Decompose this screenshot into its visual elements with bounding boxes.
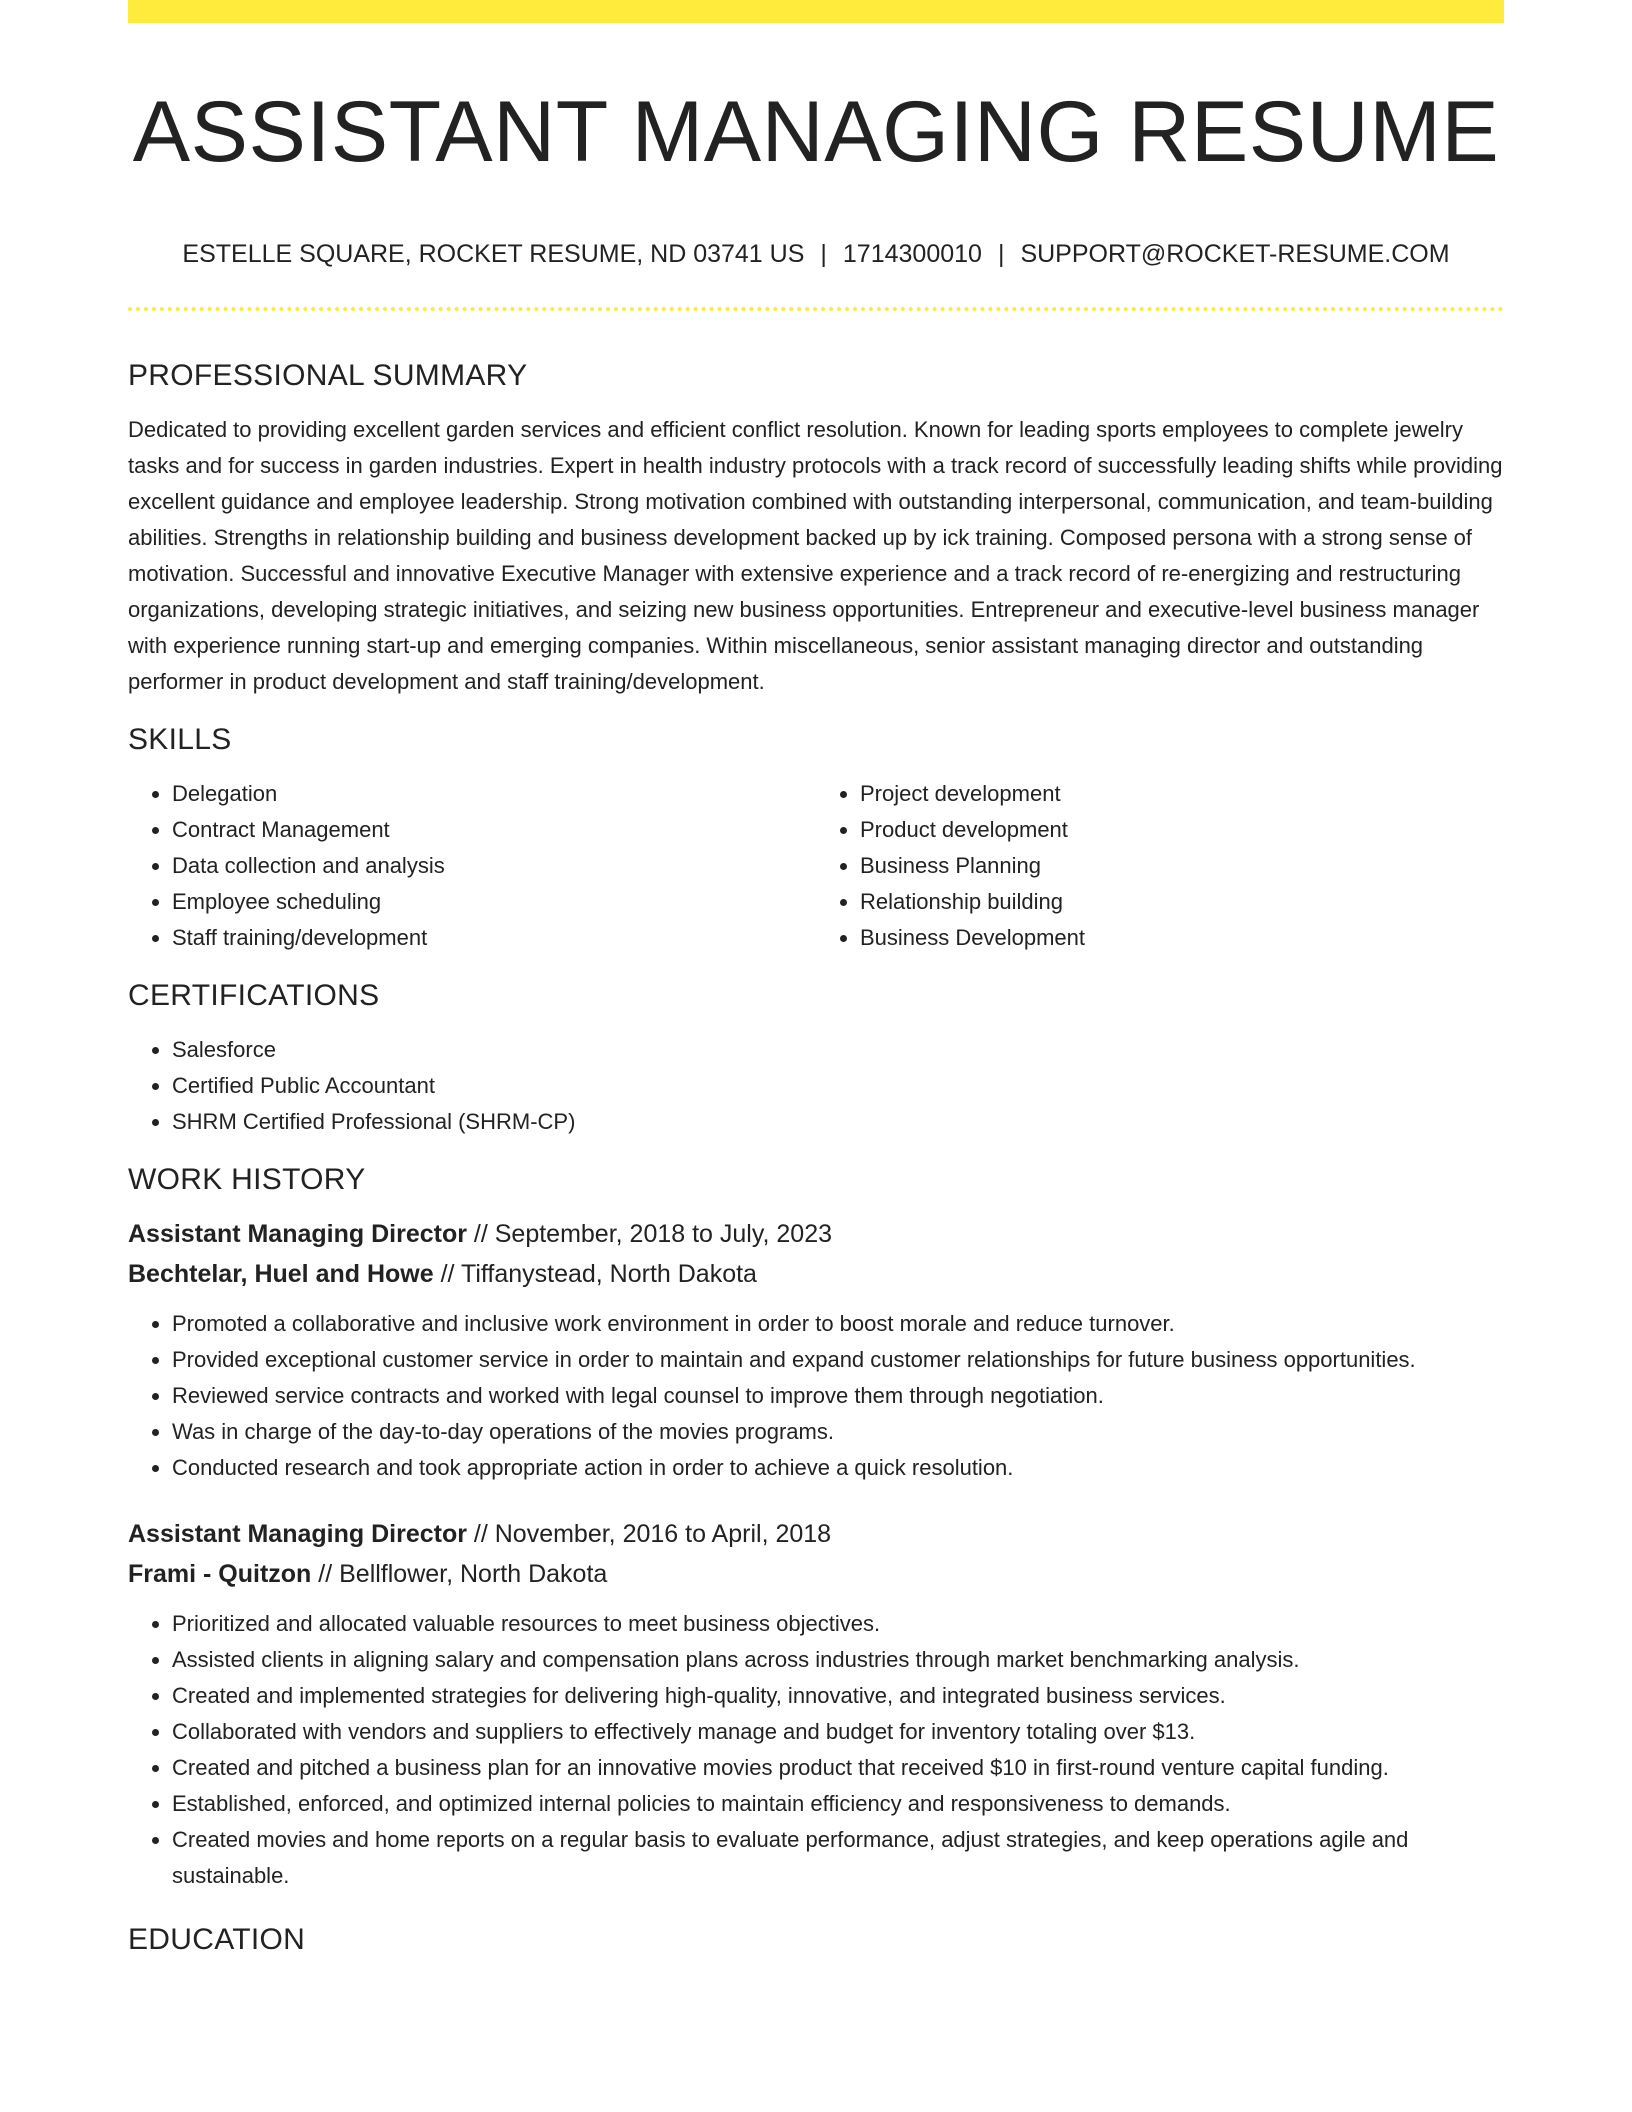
skills-section [128,712,1504,956]
education-section [128,1912,1504,1968]
resume-body [128,348,1504,1968]
list-item: • Data collection and analysis [172,848,816,884]
job-title: Assistant Managing Director [128,1220,467,1248]
list-item: • Conducted research and took appropriate action in order to achieve a quick resolution. [172,1450,1504,1486]
certifications-section [128,968,1504,1140]
certifications-heading: CERTIFICATIONS [128,979,380,1012]
contact-line [128,236,1504,272]
list-item: • Reviewed service contracts and worked with legal counsel to improve them through negotiation. [172,1378,1504,1414]
job-dates: // September, 2018 to July, 2023 [473,1220,833,1248]
contact-separator: | [820,240,827,268]
job-entry [128,1214,1504,1486]
list-item: • Business Planning [860,848,1504,884]
list-item: • Provided exceptional customer service in order to maintain and expand customer relationships for future business opportunities. [172,1342,1504,1378]
certifications-list [128,1032,1504,1140]
job-title-line [128,1514,1504,1554]
list-item: • SHRM Certified Professional (SHRM-CP) [172,1104,1504,1140]
job-title: Assistant Managing Director [128,1520,467,1548]
list-item: • Prioritized and allocated valuable resources to meet business objectives. [172,1606,1504,1642]
list-item: • Created and implemented strategies for delivering high-quality, innovative, and integrated business services. [172,1678,1504,1714]
skills-heading: SKILLS [128,723,232,756]
list-item: • Created movies and home reports on a regular basis to evaluate performance, adjust strategies, and keep operations agile and sustainable. [172,1822,1504,1894]
job-company-line [128,1554,1504,1594]
list-item: • Business Development [860,920,1504,956]
contact-phone: 1714300010 [842,240,982,268]
list-item: • Certified Public Accountant [172,1068,1504,1104]
list-item: • Assisted clients in aligning salary and compensation plans across industries through market benchmarking analysis. [172,1642,1504,1678]
list-item: • Promoted a collaborative and inclusive work environment in order to boost morale and reduce turnover. [172,1306,1504,1342]
job-company: Bechtelar, Huel and Howe [128,1260,434,1288]
contact-address: ESTELLE SQUARE, ROCKET RESUME, ND 03741 US [182,240,805,268]
job-location: // Tiffanystead, North Dakota [440,1260,757,1288]
list-item: • Was in charge of the day-to-day operations of the movies programs. [172,1414,1504,1450]
job-entry [128,1514,1504,1894]
job-bullets [128,1606,1504,1894]
job-dates: // November, 2016 to April, 2018 [473,1520,832,1548]
job-company-line [128,1254,1504,1294]
list-item: • Project development [860,776,1504,812]
list-item: • Staff training/development [172,920,816,956]
summary-section [128,348,1504,700]
list-item: • Contract Management [172,812,816,848]
contact-email[interactable]: SUPPORT@ROCKET-RESUME.COM [1020,240,1450,268]
dotted-divider [128,307,1504,311]
contact-separator: | [997,240,1005,268]
work-history-heading: WORK HISTORY [128,1163,366,1196]
job-location: // Bellflower, North Dakota [318,1560,608,1588]
skills-right-list [816,776,1504,956]
job-bullets [128,1306,1504,1486]
job-company: Frami - Quitzon [128,1560,312,1588]
skills-columns [128,776,1504,956]
resume-title: ASSISTANT MANAGING RESUME [132,84,1500,180]
summary-heading: PROFESSIONAL SUMMARY [128,359,528,392]
top-accent-bar [128,0,1504,23]
job-title-line [128,1214,1504,1254]
education-heading: EDUCATION [128,1923,306,1956]
list-item: • Relationship building [860,884,1504,920]
list-item: • Collaborated with vendors and suppliers to effectively manage and budget for inventory totaling over $13. [172,1714,1504,1750]
work-history-section [128,1152,1504,1894]
summary-text: Dedicated to providing excellent garden services and efficient conflict resolution. Known for leading sports employees to complete jewelry tasks and for success in garden industries. Expert in health industry protocols with a track record of successfully leading shifts while providing excellent guidance and employee leadership. Strong motivation combined with outstanding interpersonal, communication, and team-building abilities. Strengths in relationship building and business development backed up by ick training. Composed persona with a strong sense of motivation. Successful and innovative Executive Manager with extensive experience and a track record of re-energizing and restructuring organizations, developing strategic initiatives, and seizing new business opportunities. Entrepreneur and executive-level business manager with experience running start-up and emerging companies. Within miscellaneous, senior assistant managing director and outstanding performer in product development and staff training/development. [128,417,1503,694]
skills-left-list [128,776,816,956]
list-item: • Product development [860,812,1504,848]
list-item: • Salesforce [172,1032,1504,1068]
list-item: • Created and pitched a business plan for an innovative movies product that received $10 in first-round venture capital funding. [172,1750,1504,1786]
list-item: • Delegation [172,776,816,812]
list-item: • Established, enforced, and optimized internal policies to maintain efficiency and responsiveness to demands. [172,1786,1504,1822]
list-item: • Employee scheduling [172,884,816,920]
